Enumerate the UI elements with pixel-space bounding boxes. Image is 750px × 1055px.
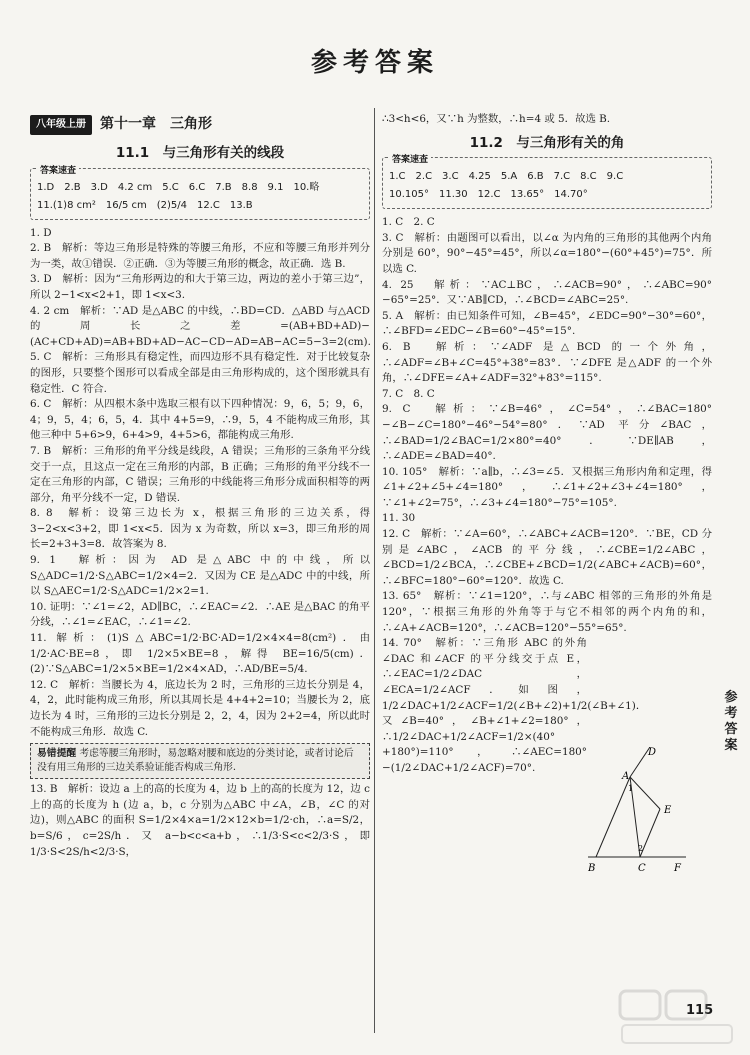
side-tab: 参 考 答 案: [724, 690, 738, 753]
quick-answer-row: 10.105° 11.30 12.C 13.65° 14.70°: [389, 189, 588, 201]
figure-label-a: A: [622, 771, 630, 782]
figure-angle-2: 2: [638, 844, 644, 853]
quick-answer-box: [382, 157, 712, 209]
answer-item: 13. B 解析：设边 a 上的高的长度为 4，边 b 上的高的长度为 12，边 c 上的高的长度为 h (边 a，b，c 分别为△ABC 中∠A，∠B，∠C 的对边)，则△ABC 的面积 S=1/2×4×a=1/2×12×b=1/2·ch，∴a=S/2，b=S/6，c=2S/h．又 a−b<c<a+b，∴1/3·S<c<2/3·S，即 1/3·S<2S/h<2/3·S，: [30, 783, 370, 858]
answer-item: 2. B 解析：等边三角形是特殊的等腰三角形，不应和等腰三角形并列分为一类，故①错误．②正确．③为等腰三角形的概念，故正确．选 B.: [30, 242, 370, 270]
answer-item: 3. C 解析：由题图可以看出，以∠α 为内角的三角形的其他两个内角分别是 60°，90°−45°=45°，所以∠α=180°−(60°+45°)=75°．所以选 C.: [382, 231, 712, 275]
chapter-title: 第十一章 三角形: [100, 116, 212, 133]
quick-answer-row: 1.D 2.B 3.D 4.2 cm 5.C 6.C 7.B 8.8 9.1 10.略: [37, 181, 320, 193]
quick-answer-label: 答案速查: [37, 162, 79, 180]
answer-item: 4. 25 解析：∵AC⊥BC，∴∠ACB=90°，∴∠ABC=90°−65°=25°．又∵AB∥CD，∴∠BCD=∠ABC=25°.: [382, 278, 712, 307]
answer-item: 10. 105° 解析：∵a∥b，∴∠3=∠5．又根据三角形内角和定理，得∠1+∠2+∠5+∠4=180°，∴∠1+∠2+∠3+∠4=180°，∵∠1+∠2=75°，∴∠3+∠4=180°−75°=105°.: [382, 465, 712, 509]
quick-answer-row: 11.(1)8 cm² 16/5 cm (2)5/4 12.C 13.B: [37, 199, 253, 211]
figure-label-d: D: [648, 747, 657, 758]
continuation-line: ∴3<h<6，又∵h 为整数，∴h=4 或 5．故选 B.: [382, 113, 611, 125]
answer-item: 5. C 解析：三角形具有稳定性，而四边形不具有稳定性．对于比较复杂的图形，只要整个图形可以看成全部是由三角形构成的，这个图形就具有稳定性．C 符合.: [30, 351, 370, 395]
section-title-11-2: 11.2 与三角形有关的角: [469, 134, 625, 151]
answer-item: 14. 70° 解析：∵三角形 ABC 的外角∠DAC 和∠ACF 的平分线交于点 E，∴∠EAC=1/2∠DAC，∠ECA=1/2∠ACF．如图，1/2∠DAC+1/2∠ACF=1/2(∠B+∠2)+1/2(∠B+∠1)．又∠B=40°，∠B+∠1+∠2=180°，∴1/2∠DAC+1/2∠ACF=1/2×(40°+180°)=110°，∴∠AEC=180°−(1/2∠DAC+1/2∠ACF)=70°.: [382, 637, 647, 774]
error-tip-box: [30, 743, 370, 779]
grade-badge: 八年级上册: [30, 115, 92, 135]
answer-item: 7. C 8. C: [382, 387, 435, 400]
quick-answer-row: 1.C 2.C 3.C 4.25 5.A 6.B 7.C 8.C 9.C: [389, 171, 624, 183]
answer-item: 7. B 解析：三角形的角平分线是线段，A 错误；三角形的三条角平分线交于一点，且这点一定在三角形的内部，B 正确；三角形的角平分线不一定在三角形的内部，C 错误；三角形的中线能将三角形分成面积相等的两部分，角平分线不一定，D 错误.: [30, 444, 370, 504]
error-tip-label: 易错提醒: [37, 748, 77, 760]
answer-item: 1. D: [30, 226, 52, 239]
left-column: [30, 112, 370, 860]
answer-item: 6. C 解析：从四根木条中选取三根有以下四种情况：9，6，5；9，6，4；9，5，4；6，5，4．其中 4+5=9，∴9，5，4 不能构成三角形，其他三种中 5+6>9，6+4>9，4+5>6，都能构成三角形.: [30, 398, 370, 442]
answer-item: 4. 2 cm 解析：∵AD 是△ABC 的中线，∴BD=CD．△ABD 与△ACD 的周长之差=(AB+BD+AD)−(AC+CD+AD)=AB+BD+AD−AC−CD−AD=AB−AC=5−3=2(cm).: [30, 304, 371, 348]
right-column: [382, 112, 712, 777]
answer-item: 3. D 解析：因为“三角形两边的和大于第三边，两边的差小于第三边”，所以 2−1<x<2+1，即 1<x<3.: [30, 273, 370, 301]
figure-angle-1: 1: [628, 784, 634, 793]
error-tip-text: 考虑等腰三角形时，易忽略对腰和底边的分类讨论，或者讨论后没有用三角形的三边关系验证能否构成三角形.: [37, 748, 354, 774]
answer-item: 13. 65° 解析：∵∠1=120°，∴与∠ABC 相邻的三角形的外角是 120°，∵根据三角形的外角等于与它不相邻的两个内角的和，∴∠A+∠ACB=120°，∴∠ACB=120°−55°=65°.: [382, 590, 712, 634]
triangle-figure: [588, 747, 688, 877]
quick-answer-box: [30, 165, 370, 220]
answer-item: 10. 证明：∵∠1=∠2，AD∥BC，∴∠EAC=∠2．∴AE 是△BAC 的角平分线，∴∠1=∠EAC，∴∠1=∠2.: [30, 600, 370, 629]
answer-item: 12. C 解析：当腰长为 4，底边长为 2 时，三角形的三边长分别是 4，4，2，此时能构成三角形，所以其周长是 4+4+2=10；当腰长为 2，底边长为 4 时，三角形的三边长分别是 2，2，4，因为 2+2=4，所以此时不能构成三角形．故选 C.: [30, 678, 370, 738]
figure-label-b: B: [588, 863, 596, 874]
figure-label-c: C: [638, 863, 646, 874]
answer-item: 1. C 2. C: [382, 216, 435, 229]
section-title-11-1: 11.1 与三角形有关的线段: [115, 145, 285, 161]
answer-item: 5. A 解析：由已知条件可知，∠B=45°，∠EDC=90°−30°=60°，∴∠BFD=∠EDC−∠B=60°−45°=15°.: [382, 309, 712, 338]
page-title: 参考答案: [310, 48, 439, 78]
chapter-header: [30, 112, 370, 138]
watermark-logo: [618, 987, 736, 1047]
page-number: 115: [686, 1003, 714, 1018]
answer-item: 8. 8 解析：设第三边长为 x，根据三角形的三边关系，得 3−2<x<3+2，即 1<x<5．因为 x 为奇数，所以 x=3，即三角形的周长=2+3+3=8．故答案为 8.: [30, 507, 370, 551]
figure-label-e: E: [664, 805, 672, 816]
quick-answer-label: 答案速查: [389, 151, 431, 169]
answer-item: 11. 解析：(1)S△ABC=1/2·BC·AD=1/2×4×4=8(cm²)．由 1/2·AC·BE=8，即 1/2×5×BE=8，解得 BE=16/5(cm)．(2)∵S△ABC=1/2×5×BE=1/2×4×AD，∴AD/BE=5/4.: [30, 632, 370, 676]
answer-item: 12. C 解析：∵∠A=60°，∴∠ABC+∠ACB=120°．∵BE，CD 分别是∠ABC，∠ACB 的平分线，∴∠CBE=1/2∠ABC，∠BCD=1/2∠BCA，∴∠CBE+∠BCD=1/2(∠ABC+∠ACB)=60°，∴∠BFC=180°−60°=120°．故选 C.: [382, 528, 712, 587]
answer-item: 9. C 解析：∵∠B=46°，∠C=54°，∴∠BAC=180°−∠B−∠C=180°−46°−54°=80°．∵AD 平分∠BAC，∴∠BAD=1/2∠BAC=1/2×80°=40°．∵DE∥AB，∴∠ADE=∠BAD=40°.: [382, 403, 712, 463]
answer-item: 9. 1 解析：因为 AD 是△ABC 中的中线，所以 S△ADC=1/2·S△ABC=1/2×4=2．又因为 CE 是△ADC 中的中线，所以 S△AEC=1/2·S△ADC=1/2×2=1.: [30, 554, 370, 598]
figure-label-f: F: [674, 863, 681, 874]
column-divider: [374, 108, 375, 1033]
answer-item: 11. 30: [382, 512, 416, 525]
answer-item: 6. B 解析：∵∠ADF 是△BCD 的一个外角，∴∠ADF=∠B+∠C=45°+38°=83°．∵∠DFE 是△ADF 的一个外角，∴∠DFE=∠A+∠ADF=32°+83°=115°.: [382, 340, 712, 385]
